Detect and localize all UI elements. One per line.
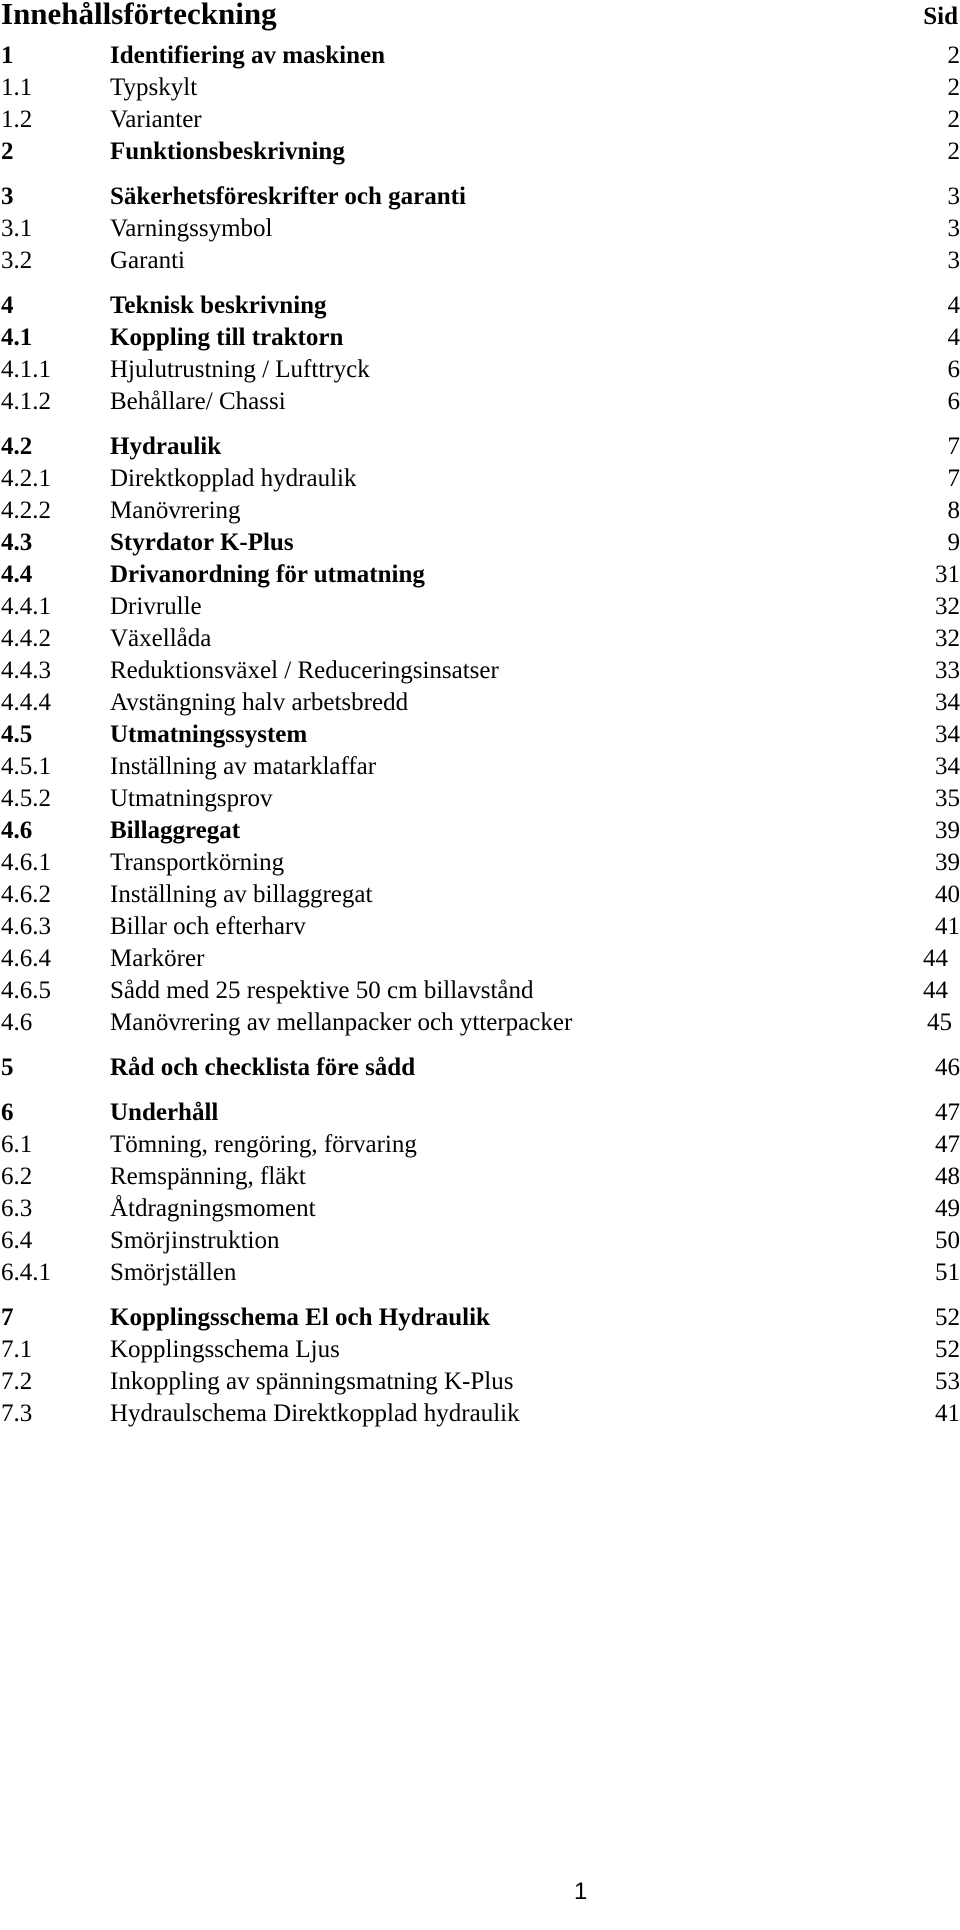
- toc-entry-number: 4.4.4: [1, 689, 51, 716]
- toc-entry-title: Tömning, rengöring, förvaring: [110, 1131, 417, 1158]
- toc-entry[interactable]: [0, 72, 960, 104]
- toc-entry-number: 4.6.1: [1, 849, 51, 876]
- toc-entry-page: 39: [935, 817, 960, 844]
- toc-entry-title: Inställning av billaggregat: [110, 881, 373, 908]
- toc-entry[interactable]: [0, 136, 960, 168]
- toc-entry-title: Kopplingsschema Ljus: [110, 1336, 340, 1363]
- toc-entry-title: Underhåll: [110, 1099, 219, 1126]
- toc-entry-page: 6: [947, 356, 960, 383]
- toc-entry-page: 41: [935, 1400, 960, 1427]
- toc-entry-page: 4: [947, 292, 960, 319]
- toc-entry[interactable]: [0, 1398, 960, 1430]
- toc-entry-title: Typskylt: [110, 74, 198, 101]
- toc-entry-number: 4.5: [1, 721, 33, 748]
- toc-entry-number: 4.2.1: [1, 465, 51, 492]
- toc-entry-number: 4.3: [1, 529, 33, 556]
- toc-entry-page: 34: [935, 753, 960, 780]
- toc-entry-number: 4.1.1: [1, 356, 51, 383]
- toc-entry-page: 41: [935, 913, 960, 940]
- toc-entry-page: 45: [927, 1009, 952, 1036]
- toc-entry[interactable]: [0, 386, 960, 418]
- toc-entry-page: 31: [935, 561, 960, 588]
- toc-entry[interactable]: [0, 1007, 960, 1039]
- toc-entry-title: Reduktionsväxel / Reduceringsinsatser: [110, 657, 499, 684]
- toc-entry[interactable]: [0, 1097, 960, 1129]
- toc-entry-number: 4.2: [1, 433, 33, 460]
- toc-entry-title: Sådd med 25 respektive 50 cm billavstånd: [110, 977, 534, 1004]
- toc-entry-title: Garanti: [110, 247, 185, 274]
- toc-entry-page: 51: [935, 1259, 960, 1286]
- toc-entry[interactable]: [0, 1334, 960, 1366]
- toc-entry-number: 4.4.2: [1, 625, 51, 652]
- toc-entry[interactable]: [0, 1052, 960, 1084]
- toc-entry-page: 46: [935, 1054, 960, 1081]
- toc-entry-number: 4.6: [1, 817, 33, 844]
- toc-entry-title: Varianter: [110, 106, 202, 133]
- toc-entry[interactable]: [0, 181, 960, 213]
- toc-entry-title: Billaggregat: [110, 817, 241, 844]
- toc-entry[interactable]: [0, 1366, 960, 1398]
- toc-entry-title: Avstängning halv arbetsbredd: [110, 689, 409, 716]
- toc-entry-number: 4.4.1: [1, 593, 51, 620]
- toc-entry-number: 4.6: [1, 1009, 33, 1036]
- toc-entry-number: 6.4.1: [1, 1259, 51, 1286]
- toc-entry-number: 2: [1, 138, 14, 165]
- toc-entry-page: 2: [947, 138, 960, 165]
- toc-entry-title: Behållare/ Chassi: [110, 388, 286, 415]
- toc-entry[interactable]: [0, 1129, 960, 1161]
- toc-entry-number: 4.6.5: [1, 977, 51, 1004]
- toc-entry-page: 3: [947, 215, 960, 242]
- toc-entry-title: Smörjinstruktion: [110, 1227, 280, 1254]
- toc-entry[interactable]: [0, 911, 960, 943]
- toc-entry-number: 7.2: [1, 1368, 33, 1395]
- toc-entry-page: 53: [935, 1368, 960, 1395]
- toc-entry-title: Direktkopplad hydraulik: [110, 465, 357, 492]
- toc-entry-number: 4.4: [1, 561, 33, 588]
- toc-entry-page: 7: [947, 465, 960, 492]
- toc-entry[interactable]: [0, 290, 960, 322]
- toc-entry-number: 6.1: [1, 1131, 33, 1158]
- toc-entry-title: Utmatningssystem: [110, 721, 308, 748]
- toc-entry-page: 50: [935, 1227, 960, 1254]
- toc-entry[interactable]: [0, 213, 960, 245]
- toc-entry-number: 3: [1, 183, 14, 210]
- toc-entry-title: Smörjställen: [110, 1259, 237, 1286]
- toc-entry-page: 4: [947, 324, 960, 351]
- toc-entry[interactable]: [0, 815, 960, 847]
- toc-entry-page: 32: [935, 625, 960, 652]
- toc-entry-number: 7.1: [1, 1336, 33, 1363]
- toc-entry-page: 44: [923, 945, 948, 972]
- toc-entry-page: 48: [935, 1163, 960, 1190]
- toc-entry[interactable]: [0, 1161, 960, 1193]
- toc-entry-page: 3: [947, 183, 960, 210]
- toc-entry-title: Inkoppling av spänningsmatning K-Plus: [110, 1368, 514, 1395]
- toc-entry-title: Identifiering av maskinen: [110, 42, 386, 69]
- toc-entry-title: Markörer: [110, 945, 205, 972]
- toc-entry-number: 1.1: [1, 74, 33, 101]
- toc-entry[interactable]: [0, 527, 960, 559]
- toc-entry-title: Hydraulschema Direktkopplad hydraulik: [110, 1400, 520, 1427]
- toc-entry[interactable]: [0, 783, 960, 815]
- toc-entry-page: 7: [947, 433, 960, 460]
- toc-entry-title: Teknisk beskrivning: [110, 292, 327, 319]
- toc-entry-page: 3: [947, 247, 960, 274]
- toc-entry-page: 52: [935, 1304, 960, 1331]
- toc-entry-title: Remspänning, fläkt: [110, 1163, 306, 1190]
- toc-entry[interactable]: [0, 1302, 960, 1334]
- toc-entry-number: 1.2: [1, 106, 33, 133]
- toc-entry-page: 40: [935, 881, 960, 908]
- toc-entry-page: 34: [935, 689, 960, 716]
- toc-entry[interactable]: [0, 1257, 960, 1289]
- toc-entry-title: Koppling till traktorn: [110, 324, 344, 351]
- toc-entry-number: 4.1: [1, 324, 33, 351]
- toc-entry[interactable]: [0, 1225, 960, 1257]
- toc-entry-number: 6.4: [1, 1227, 33, 1254]
- toc-entry-page: 47: [935, 1099, 960, 1126]
- toc-entry-page: 32: [935, 593, 960, 620]
- toc-entry-number: 4.2.2: [1, 497, 51, 524]
- toc-entry-number: 4: [1, 292, 14, 319]
- toc-entry-page: 2: [947, 42, 960, 69]
- toc-entry-page: 47: [935, 1131, 960, 1158]
- toc-entry-title: Hjulutrustning / Lufttryck: [110, 356, 370, 383]
- toc-entry-title: Säkerhetsföreskrifter och garanti: [110, 183, 466, 210]
- toc-entry-title: Hydraulik: [110, 433, 222, 460]
- toc-entry[interactable]: [0, 623, 960, 655]
- toc-entry[interactable]: [0, 495, 960, 527]
- toc-entry-title: Varningssymbol: [110, 215, 273, 242]
- toc-entry[interactable]: [0, 943, 960, 975]
- toc-entry-title: Manövrering av mellanpacker och ytterpacker: [110, 1009, 573, 1036]
- toc-entry[interactable]: [0, 751, 960, 783]
- toc-entry-title: Växellåda: [110, 625, 212, 652]
- toc-entry[interactable]: [0, 245, 960, 277]
- toc-entry-title: Drivrulle: [110, 593, 202, 620]
- toc-entry-number: 3.2: [1, 247, 33, 274]
- toc-entry-number: 4.4.3: [1, 657, 51, 684]
- toc-entry[interactable]: [0, 104, 960, 136]
- toc-entry-number: 6.2: [1, 1163, 33, 1190]
- toc-entry-number: 4.5.1: [1, 753, 51, 780]
- toc-entry[interactable]: [0, 354, 960, 386]
- toc-entry-page: 2: [947, 106, 960, 133]
- toc-entry-number: 7.3: [1, 1400, 33, 1427]
- toc-entry-number: 6: [1, 1099, 14, 1126]
- toc-entry[interactable]: [0, 463, 960, 495]
- toc-entry-title: Råd och checklista före sådd: [110, 1054, 416, 1081]
- toc-entry[interactable]: [0, 40, 960, 72]
- toc-entry-page: 52: [935, 1336, 960, 1363]
- toc-entry-number: 3.1: [1, 215, 33, 242]
- toc-entry-title: Drivanordning för utmatning: [110, 561, 425, 588]
- toc-entry-title: Åtdragningsmoment: [110, 1195, 316, 1222]
- toc-entry[interactable]: [0, 719, 960, 751]
- toc-entry-number: 4.1.2: [1, 388, 51, 415]
- toc-entry[interactable]: [0, 559, 960, 591]
- page-title: Innehållsförteckning: [1, 0, 277, 31]
- toc-entry[interactable]: [0, 879, 960, 911]
- toc-entry-title: Utmatningsprov: [110, 785, 273, 812]
- toc-entry-title: Kopplingsschema El och Hydraulik: [110, 1304, 490, 1331]
- toc-entry-page: 9: [947, 529, 960, 556]
- page-number: 1: [574, 1878, 588, 1905]
- toc-entry-number: 4.6.3: [1, 913, 51, 940]
- toc-entry-title: Funktionsbeskrivning: [110, 138, 345, 165]
- toc-entry-title: Inställning av matarklaffar: [110, 753, 377, 780]
- toc-entry-number: 7: [1, 1304, 14, 1331]
- toc-entry-title: Transportkörning: [110, 849, 285, 876]
- toc-entry[interactable]: [0, 655, 960, 687]
- toc-entry-page: 44: [923, 977, 948, 1004]
- toc-entry-number: 5: [1, 1054, 14, 1081]
- toc-entry[interactable]: [0, 431, 960, 463]
- toc-entry-page: 33: [935, 657, 960, 684]
- toc-entry-number: 1: [1, 42, 14, 69]
- toc-entry-page: 49: [935, 1195, 960, 1222]
- toc-entry[interactable]: [0, 975, 960, 1007]
- toc-entry-page: 6: [947, 388, 960, 415]
- toc-entry-page: 39: [935, 849, 960, 876]
- toc-entry-title: Manövrering: [110, 497, 241, 524]
- toc-entry-page: 34: [935, 721, 960, 748]
- page-column-label: Sid: [923, 3, 958, 30]
- toc-entry-page: 8: [947, 497, 960, 524]
- toc-entry-title: Billar och efterharv: [110, 913, 306, 940]
- toc-entry-title: Styrdator K-Plus: [110, 529, 294, 556]
- toc-entry-number: 6.3: [1, 1195, 33, 1222]
- toc-entry[interactable]: [0, 1193, 960, 1225]
- toc-entry-number: 4.5.2: [1, 785, 51, 812]
- toc-entry[interactable]: [0, 591, 960, 623]
- toc-entry-number: 4.6.4: [1, 945, 51, 972]
- toc-entry[interactable]: [0, 322, 960, 354]
- toc-entry-number: 4.6.2: [1, 881, 51, 908]
- toc-entry-page: 35: [935, 785, 960, 812]
- toc-entry[interactable]: [0, 847, 960, 879]
- toc-entry-page: 2: [947, 74, 960, 101]
- toc-entry[interactable]: [0, 687, 960, 719]
